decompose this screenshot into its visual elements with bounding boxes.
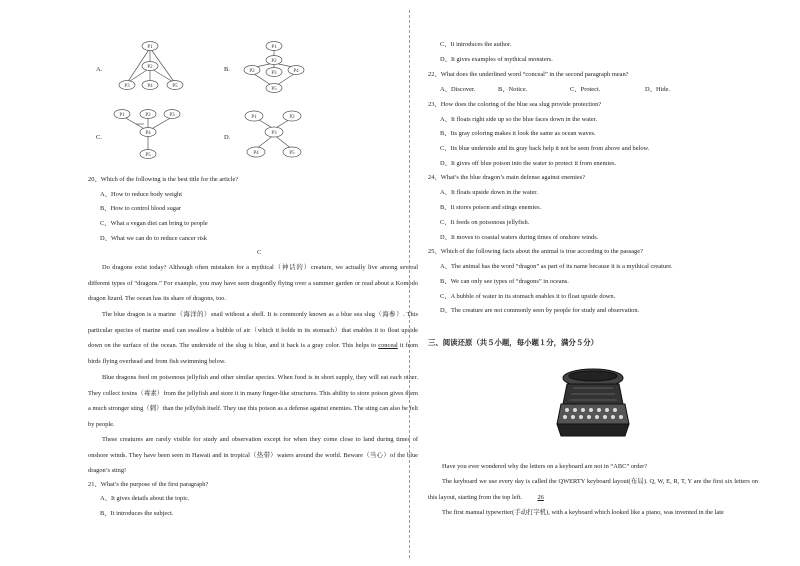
- svg-text:P1: P1: [119, 113, 125, 118]
- q20-option-c: C、What a vegan diet can bring to people: [100, 220, 208, 227]
- q24-option-a: A、It floats upside down in the water.: [440, 189, 538, 196]
- q20-question: 20、Which of the following is the best title for the article?: [88, 176, 239, 183]
- q22-option-a: A、Discover.: [440, 86, 476, 93]
- svg-text:P3: P3: [271, 131, 277, 136]
- q22-option-d: D、Hide.: [645, 86, 671, 93]
- column-divider: [409, 10, 410, 558]
- underlined-word: conceal: [378, 342, 398, 350]
- q23-option-d: D、It gives off blue poison into the water to protect it from enemies.: [440, 160, 617, 167]
- q25-option-b: B、We can only see types of “dragons” in oceans.: [440, 278, 569, 285]
- svg-text:P4: P4: [145, 131, 151, 136]
- q20-option-a: A、How to reduce body weight: [100, 191, 182, 198]
- typewriter-image: [553, 362, 633, 444]
- q21-question: 21、What’s the purpose of the first paragraph?: [88, 481, 209, 488]
- diagram-b-label: B.: [224, 66, 230, 73]
- svg-text:P2: P2: [271, 59, 277, 64]
- svg-text:P5: P5: [289, 151, 295, 156]
- q25-question: 25、Which of the following facts about the animal is true according to the passage?: [428, 248, 643, 255]
- svg-text:P4: P4: [253, 151, 259, 156]
- q25-option-a: A、The animal has the word “dragon” as part of its name because it is a mythical creature.: [440, 263, 673, 270]
- diagram-a-label: A.: [96, 66, 103, 73]
- q24-option-c: C、It feeds on poisonous jellyfish.: [440, 219, 530, 226]
- svg-text:P1: P1: [147, 45, 153, 50]
- q23-option-b: B、Its gray coloring makes it look the same as ocean waves.: [440, 130, 596, 137]
- svg-text:P5: P5: [145, 153, 151, 158]
- q23-option-a: A、It floats right side up so the blue faces down in the water.: [440, 116, 598, 123]
- q20-option-d: D、What we can do to reduce cancer risk: [100, 235, 207, 242]
- svg-text:P1: P1: [271, 45, 277, 50]
- svg-text:P2: P2: [147, 65, 153, 70]
- passage-letter: C: [257, 249, 262, 256]
- diagram-b: [236, 38, 336, 98]
- q21-option-b: B、It introduces the subject.: [100, 510, 174, 517]
- q22-option-b: B、Notice.: [498, 86, 528, 93]
- right-column: [418, 0, 758, 566]
- blank-26: 26: [537, 493, 544, 501]
- q25-option-d: D、The creature are not commonly seen by people for study and observation.: [440, 307, 640, 314]
- q21-option-c: C、It introduces the author.: [440, 41, 512, 48]
- q24-option-b: B、It stores poison and stings enemies.: [440, 204, 542, 211]
- passage-d-paragraph-1: Have you ever wondered why the letters on a keyboard are not in “ABC” order?: [442, 463, 648, 470]
- passage-c-paragraph-4: These creatures are rarely visible for study and observation except for when they come close to land during times of onshore winds. They have been seen in Hawaii and in tropical（热带）waters around the world. Beware（当心）of the blue dragon’s sting!: [88, 436, 418, 475]
- diagram-c-label: C.: [96, 134, 102, 141]
- passage-d-paragraph-3: The first manual typewriter(手动打字机), with a keyboard which looked like a piano, was invented in the late: [442, 509, 724, 516]
- q20-option-b: B、How to control blood sugar: [100, 205, 181, 212]
- q22-option-c: C、Protect.: [570, 86, 601, 93]
- passage-c-paragraph-1: Do dragons exist today? Although often mistaken for a mythical（神话的）creature, we actually live among several different types of “dragons.” For example, you may have seen dragonfly flying over a summer garden or read about a Komodo dragon lizard. The ocean has its share of dragons, too.: [88, 264, 418, 303]
- passage-c-paragraph-2: The blue dragon is a marine（海洋的）snail without a shell. It is commonly known as a blue sea slug（海参）. This particular species of marine snail can swallow a bubble of air（which it holds in its stomach）that enables it to float upside down on the surface of the ocean. The underside of the slug is blue, and it back is a gray color. This helps to conceal it from birds flying overhead and from fish swimming below.: [88, 311, 418, 365]
- q23-option-c: C、Its blue underside and its gray back help it not be seen from above and below.: [440, 145, 650, 152]
- left-column: [78, 0, 418, 566]
- q21-option-d: D、It gives examples of mythical monsters.: [440, 56, 553, 63]
- passage-d-paragraph-2: The keyboard we use every day is called the QWERTY keyboard layout(布局). Q, W, E, R, T, Y are the first six letters on this layout, starting from the top left. 26: [428, 474, 758, 505]
- svg-text:P1: P1: [251, 115, 257, 120]
- svg-text:P5: P5: [271, 87, 277, 92]
- svg-text:P4: P4: [147, 84, 153, 89]
- svg-text:P2: P2: [145, 113, 151, 118]
- q24-question: 24、What’s the blue dragon’s main defense against enemies?: [428, 174, 586, 181]
- svg-text:P3: P3: [124, 84, 130, 89]
- q22-question: 22、What does the underlined word “conceal” in the second paragraph mean?: [428, 71, 629, 78]
- svg-text:P5: P5: [172, 84, 178, 89]
- diagram-d: [236, 104, 336, 164]
- svg-text:P3: P3: [169, 113, 175, 118]
- svg-text:P3: P3: [271, 71, 277, 76]
- q24-option-d: D、It moves to coastal waters during times of onshore winds.: [440, 234, 599, 241]
- svg-text:P2: P2: [289, 115, 295, 120]
- q25-option-c: C、A bubble of water in its stomach enables it to float upside down.: [440, 293, 616, 300]
- diagram-c: [108, 104, 208, 164]
- svg-text:P2: P2: [249, 69, 255, 74]
- diagram-d-label: D.: [224, 134, 231, 141]
- svg-text:P4: P4: [293, 69, 299, 74]
- diagram-a: [110, 38, 210, 96]
- q23-question: 23、How does the coloring of the blue sea slug provide protection?: [428, 101, 602, 108]
- section-3-title: 三、阅读还原（共５小题，每小题１分，满分５分）: [428, 338, 598, 347]
- passage-c-paragraph-3: Blue dragons feed on poisonous jellyfish and other similar species. When food is in short supply, they will eat each other. They collect toxins（毒素）from the jellyfish and store it in many finger-like structures. This ability to store poison gives them a much stronger sting（刺）than the jellyfish itself. They use this poison as a defense against enemies. The sting can also be felt by people.: [88, 374, 418, 428]
- q21-option-a: A、It gives details about the topic.: [100, 495, 190, 502]
